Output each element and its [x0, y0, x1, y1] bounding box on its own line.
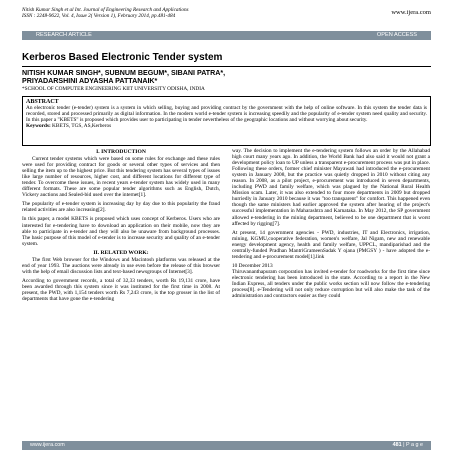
author-list [22, 69, 431, 85]
intro-paragraph-3: In this paper, a model KBETS is proposed which uses concept of Kerberos. Users who are interested for e-tendering have to download an application on their mobile, now they are able to participate in e-tender and they will also be unaware from background processes. The basic purpose of this model of e-tender is to increase security and quality of an e-tender system. [22, 216, 220, 247]
citation-line-1: Nitish Kumar Singh et al Int. Journal of Engineering Research and Applications [22, 7, 189, 13]
page-suffix: | P a g e [401, 442, 423, 448]
running-header [22, 7, 431, 31]
authors-line-1: NITISH KUMAR SINGH*, SUBNUM BEGUM*, SIBANI PATRA*, [22, 69, 226, 77]
abstract-text: An electronic tender (e-tender) system is a system in which selling, buying and providing contract by the government with the help of online software. In this system the tender data is recorded, stored and processed primarily as digital information. In the modern world e-tender system is increasing speedily and the popularity of e-tender system need quality and security. In this paper a "KBETS" is proposed which provides user to participating in tender nevertheless of the geographic locations and without worrying about security. [26, 105, 427, 123]
open-access-label: OPEN ACCESS [376, 32, 417, 38]
citation [22, 7, 322, 20]
keywords [26, 123, 427, 129]
section-related-work-heading: II. RELATED WORK: [93, 249, 149, 256]
related-paragraph-1: The first Web browser for the Windows and Macintosh platforms was released at the end of year 1993. The auctions were already in use even before the release of this browser with the help of email discussion lists and text-based newsgroups of Internet[3]. [22, 256, 220, 275]
footer-site-link[interactable]: www.ijera.com [30, 442, 65, 448]
related-paragraph-3: way. The decision to implement the e-tendering system follows an order by the Allahabad high court many years ago. In addition, the World Bank had also said it would not grant a development policy loan to UP unless a transparent e-procurement process was put in place. Following these orders, former chief minister Mayawati had introduced the e-procurement system in January 2008, but the practice was quietly dropped in 2010 without citing any reason. In 2008, as a pilot project, e-procurement was introduced in seven departments, including PWD and family welfare, which was plagued by the National Rural Health Mission scam. Later, it was also extended to four more departments in 2009 but dropped hurriedly in January 2010 because it was "too transparent" for comfort. This happened even though the same ministers had earlier approved the system after hearing of the project's successful implementation in Maharashtra and Karnataka. In May 2012, the SP government allowed e-tendering in the mining department, believed to be one department that is worst affected by rigging[7]. [232, 148, 430, 227]
intro-paragraph-1: Current tender systems which were based on some rules for exchange and these rules were used for providing contract for goods or several other types of services and then selling the item up to the highest price. But this tendering system has several types of issues like large number of resources, higher cost, and different locations for different type of tender. To overcome these issues, in recent years e-tender system has widely used in many different formats. These are some popular tender algorithms such as English, Dutch, Vickery auctions and Sealed-bid used over the internet[1]. [22, 156, 220, 199]
paper-title: Kerberos Based Electronic Tender system [22, 52, 223, 63]
related-paragraph-2: According to government records, a total of 32,33 tenders, worth Rs 19,131 crore, have been awarded through this system since it was instituted for the first time in 2008. At present, the PWD, with 1,154 tenders worth Rs 7,243 crore, is the top grosser in the list of departments that have gone the e-tendering [22, 277, 220, 303]
authors-line-2: PRIYADARSHINI ADYASHA PATTANAIK* [22, 77, 158, 85]
right-column [232, 148, 430, 445]
research-article-label: RESEARCH ARTICLE [36, 32, 92, 38]
keywords-value: KBETS, TGS, AS,Kerberos [52, 123, 112, 129]
left-column [22, 148, 220, 445]
related-paragraph-5: Thiruvananthapuram corporation has invited e-tender for roadworks for the first time since electronic tendering has been introduced in the state. According to a report in the New Indian Express, all tenders under the public works section will now follow the e-tendering process[8]. e-Tendering will not only reduce corruption but will also make the task of the administration and contractors easier as they could [232, 268, 430, 300]
intro-paragraph-2: The popularity of e-tender system is increasing day by day due to this popularity the fraud related activities are also increasing[2]. [22, 201, 220, 214]
page-number-value: 481 [392, 442, 402, 448]
abstract-box [22, 96, 431, 146]
page-footer [22, 441, 431, 450]
body-columns [22, 148, 431, 445]
page-number [393, 441, 423, 450]
abstract-heading: ABSTRACT [26, 99, 59, 105]
news-date: 10 December 2013 [232, 262, 273, 269]
citation-line-2: ISSN : 2248-9622, Vol. 4, Issue 2( Version 1), February 2014, pp.481-484 [22, 13, 176, 20]
article-type-bar [22, 31, 431, 40]
section-introduction-heading: I. INTRODUCTION [96, 149, 146, 155]
affiliation: *SCHOOL OF COMPUTER ENGINEERING KIIT UNIVERSITY ODISHA, INDIA [22, 86, 205, 92]
related-paragraph-4: At present, 14 government agencies - PWD, industries, IT and Electronics, irrigation, mining, KGMU,cooperative federation, women's welfare, Jal Nigam, new and renewable energy development agency, health and family welfare, UPPCL, mandiparishad and the centrally-funded Pradhan MantriGrameenSadak Y ojana (PMGSY ) - have adopted the e-tendering and e-procurement model[1].link [232, 229, 430, 260]
title-rule [22, 66, 431, 67]
header-site-link[interactable]: www.ijera.com [391, 9, 431, 16]
keywords-label: Keywords: [26, 123, 51, 129]
